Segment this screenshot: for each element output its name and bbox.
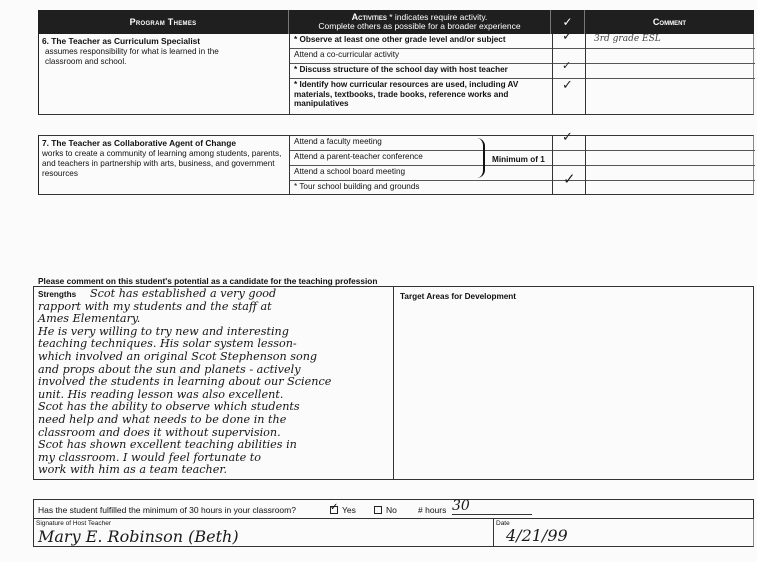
hours-row [33, 499, 754, 519]
section-6-title: 6. The Teacher as Curriculum Specialist [42, 36, 201, 46]
header-activities-note2: Complete others as possible for a broader experience [318, 21, 521, 31]
section-7-check-1-icon: ✓ [562, 130, 573, 145]
strengths-text [38, 288, 392, 477]
section-7-title: 7. The Teacher as Collaborative Agent of Change [42, 138, 237, 148]
section-6-theme [39, 34, 290, 114]
section-7-activity-2: Attend a parent-teacher conference [290, 151, 552, 166]
section-7-description: works to create a community of learning among students, parents, and teachers in partnership with arts, business, and government resources [42, 149, 282, 178]
comment-prompt: Please comment on this student's potential as a candidate for the teaching profession [38, 276, 378, 286]
strengths-line: work with him as a team teacher. [38, 463, 228, 477]
section-6-comment-note: 3rd grade ESL [594, 34, 661, 44]
hours-label: # hours [418, 505, 447, 515]
yes-label: Yes [342, 505, 356, 515]
section-7-activities [290, 136, 552, 194]
strengths-line: unit. His reading lesson was also excellent. [38, 387, 284, 401]
strengths-line: Scot has shown excellent teaching abilities in [38, 438, 297, 452]
strengths-line: rapport with my students and the staff at [38, 299, 272, 313]
signature-value: Mary E. Robinson (Beth) [38, 527, 239, 546]
section-6-curriculum-specialist [38, 29, 754, 115]
section-6-activity-2: Attend a co-curricular activity [290, 49, 552, 64]
section-7-check-4-icon: ✓ [563, 170, 576, 188]
target-areas-label: Target Areas for Development [400, 292, 517, 301]
section-6-activity-3: * Discuss structure of the school day with host teacher [290, 64, 552, 79]
section-6-activity-1: * Observe at least one other grade level and/or subject [290, 34, 552, 49]
section-6-activity-4: * Identify how curricular resources are used, including AV materials, textbooks, trade books, reference works and manipulatives [294, 80, 519, 108]
minimum-brace [477, 138, 485, 178]
strengths-label: Strengths [38, 290, 77, 299]
strengths-line: classroom and does it without supervision. [38, 425, 281, 439]
strengths-line: Scot has the ability to observe which students [38, 400, 300, 414]
header-program-themes: Program Themes [38, 10, 289, 34]
strengths-line: need help and what needs to be done in the [38, 412, 287, 426]
header-comment: Comment [652, 17, 687, 27]
section-7-theme [39, 136, 290, 194]
strengths-box [34, 287, 394, 479]
signature-label: Signature of Host Teacher [36, 520, 112, 527]
header-activities [289, 10, 551, 34]
strengths-line: teaching techniques. His solar system lesson- [38, 337, 297, 351]
hours-question: Has the student fulfilled the minimum of 30 hours in your classroom? [38, 505, 296, 515]
program-table-header [38, 10, 754, 34]
hours-value[interactable]: 30 [452, 498, 532, 515]
header-activities-title: Activities [351, 12, 387, 22]
header-check-icon: ✓ [551, 10, 585, 34]
section-6-check-3-icon: ✓ [562, 59, 572, 72]
section-7-collaborative-agent [38, 130, 754, 195]
minimum-label: Minimum of 1 [492, 155, 545, 164]
section-7-activity-4: * Tour school building and grounds [294, 182, 420, 191]
date-value: 4/21/99 [506, 526, 568, 545]
no-checkbox-icon[interactable] [374, 506, 382, 514]
strengths-line: my classroom. I would feel fortunate to [38, 450, 262, 464]
target-areas-box[interactable] [394, 287, 755, 479]
date-label: Date [496, 520, 510, 527]
header-activities-note: * indicates require activity. [389, 12, 488, 22]
no-option[interactable] [374, 505, 397, 515]
strengths-line: involved the students in learning about our Science [38, 375, 332, 389]
strengths-line: He is very willing to try new and interesting [38, 324, 289, 338]
section-6-check-4-icon: ✓ [562, 78, 573, 93]
section-6-check-1-icon: ✓ [562, 29, 573, 44]
yes-option[interactable] [330, 505, 356, 515]
section-6-comments [586, 34, 755, 114]
section-7-checks [552, 130, 586, 194]
strengths-line: which involved an original Scot Stephenson song [38, 349, 318, 363]
strengths-line: and props about the sun and planets - actively [38, 362, 301, 376]
section-6-activities [290, 34, 552, 114]
date-field[interactable] [493, 519, 754, 547]
section-6-checks [552, 29, 586, 114]
section-7-activity-3: Attend a school board meeting [290, 166, 552, 181]
section-6-description: assumes responsibility for what is learned in the classroom and school. [45, 47, 219, 66]
yes-checkbox-icon[interactable] [330, 506, 338, 514]
signature-field[interactable] [33, 519, 493, 547]
strengths-line: Scot has established a very good [90, 287, 277, 300]
section-7-activity-1: Attend a faculty meeting [290, 136, 552, 151]
comment-boxes [33, 286, 754, 480]
section-7-comments [586, 136, 755, 194]
no-label: No [386, 505, 397, 515]
strengths-line: Ames Elementary. [38, 312, 141, 326]
